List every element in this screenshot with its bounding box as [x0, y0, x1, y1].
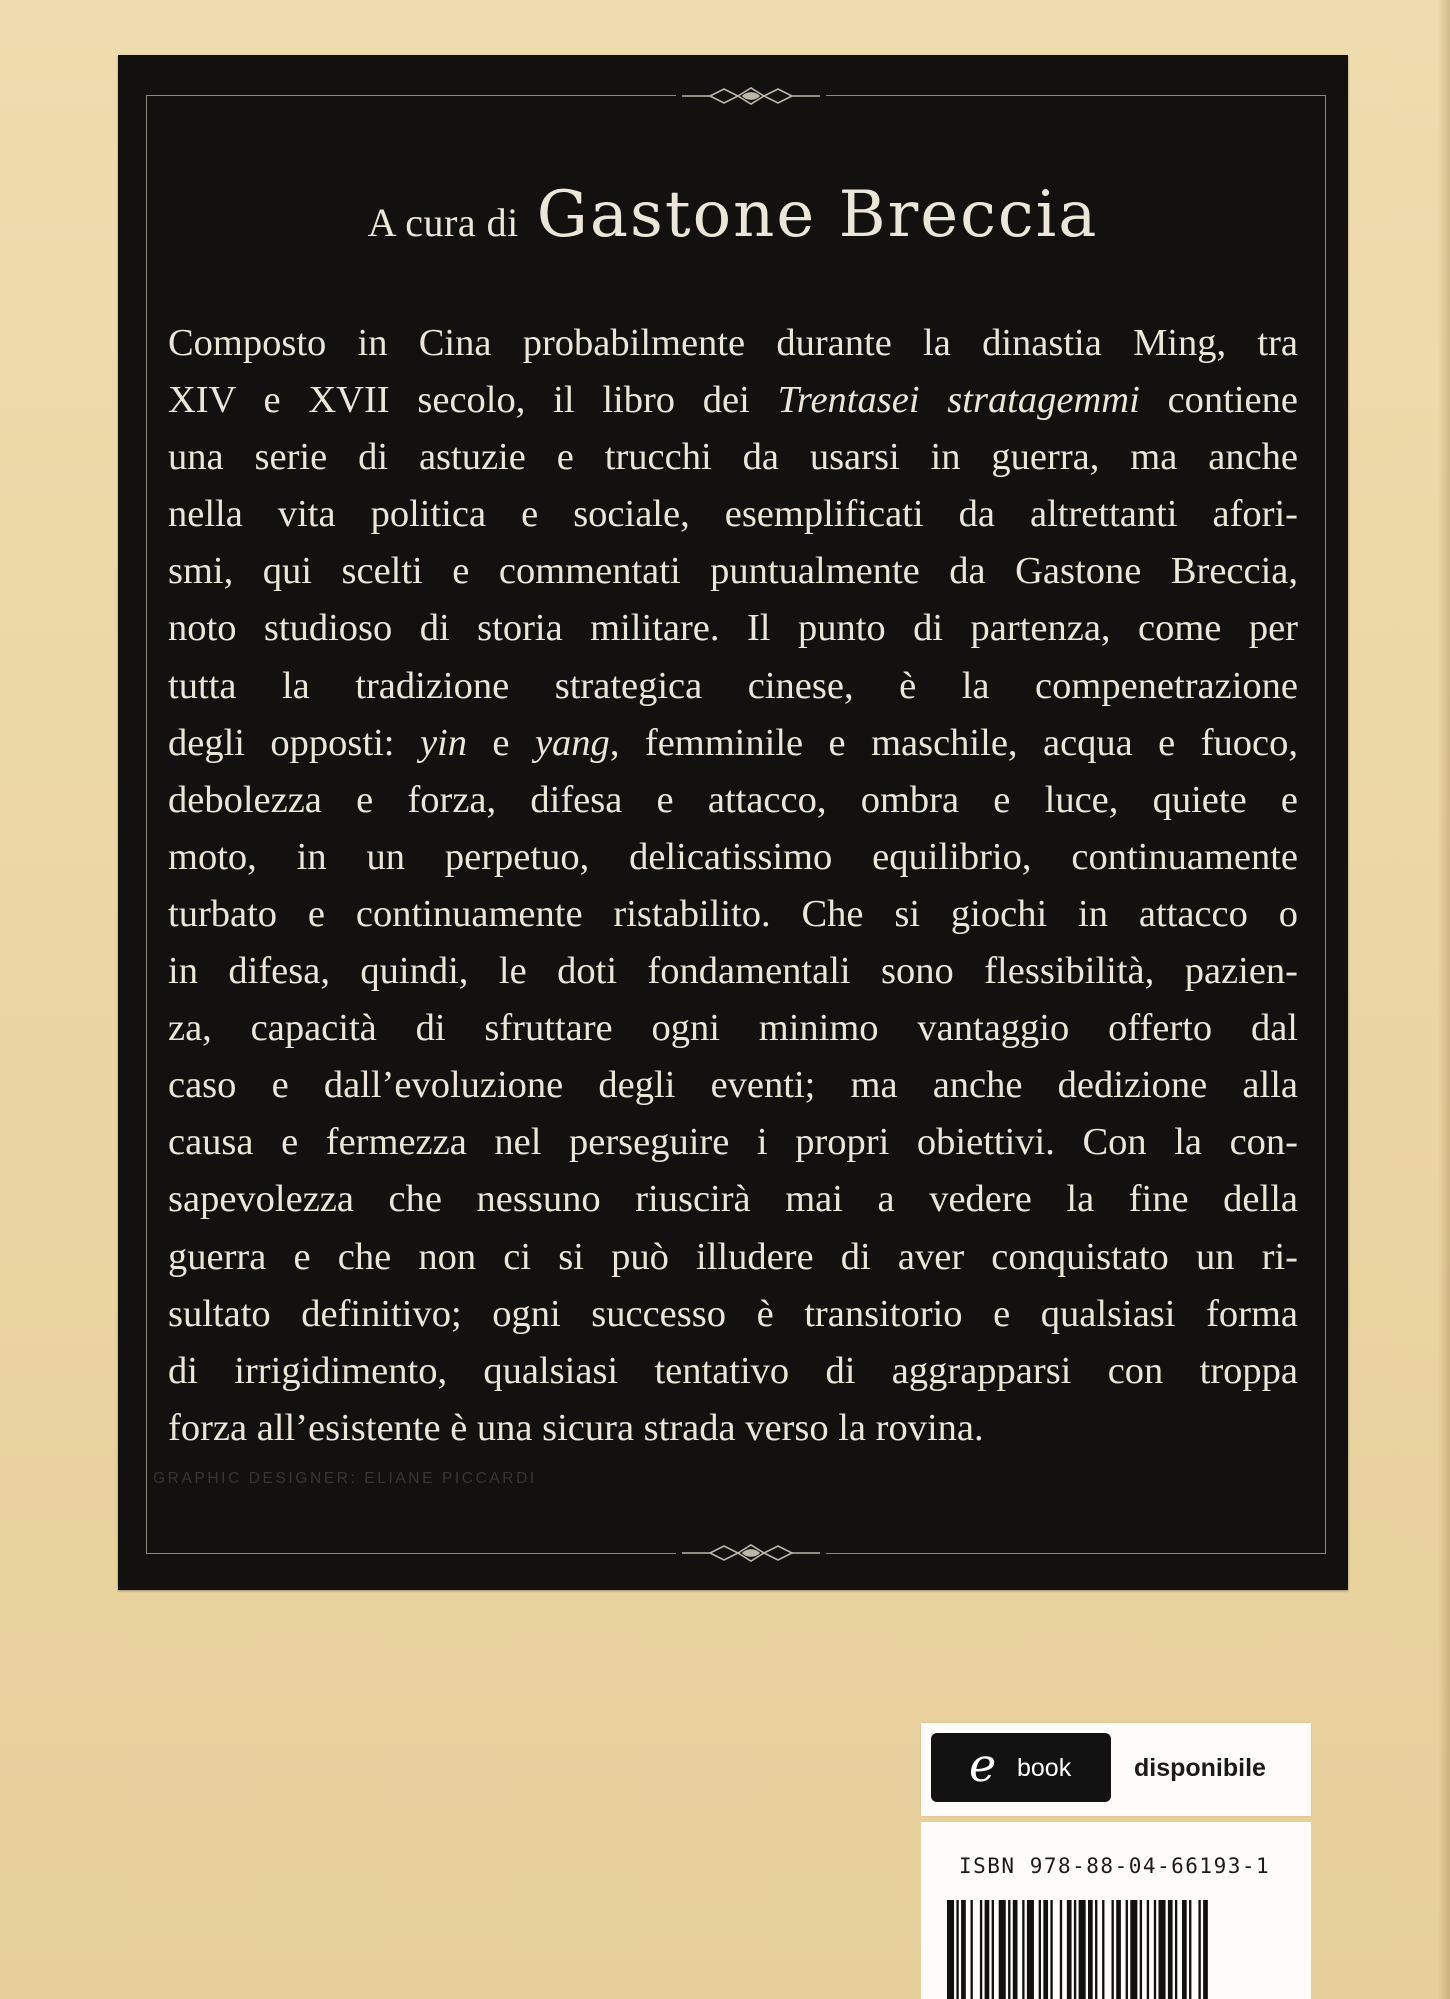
barcode-bar — [1147, 1900, 1149, 1999]
blurb-line: turbato e continuamente ristabilito. Che si giochi in attacco o — [168, 892, 1298, 935]
blurb-line: caso e dall’evoluzione degli eventi; ma anche dedizione alla — [168, 1064, 1298, 1107]
barcode-bar — [1039, 1900, 1041, 1999]
barcode-bar — [1102, 1900, 1104, 1999]
barcode-bar — [1189, 1900, 1191, 1999]
editor-credit — [118, 178, 1348, 252]
blurb-line: moto, in un perpetuo, delicatissimo equilibrio, continuamente — [168, 835, 1298, 878]
blurb-line: Composto in Cina probabilmente durante la dinastia Ming, tra — [168, 322, 1298, 364]
blurb-line: smi, qui scelti e commentati puntualmente da Gastone Breccia, — [168, 550, 1298, 593]
page-edge-shadow — [1438, 0, 1450, 1999]
barcode-bar — [956, 1900, 958, 1999]
isbn-number: ISBN 978-88-04-66193-1 — [959, 1854, 1271, 1878]
isbn-block — [921, 1822, 1311, 1999]
barcode-bar — [1112, 1900, 1114, 1999]
blurb-line: in difesa, quindi, le doti fondamentali sono flessibilità, pazien- — [168, 950, 1298, 993]
ebook-badge — [931, 1733, 1111, 1802]
ebook-available-label: disponibile — [1134, 1754, 1266, 1782]
barcode-bar — [985, 1900, 990, 1999]
barcode-bar — [1008, 1900, 1010, 1999]
barcode-bar — [992, 1900, 994, 1999]
ornament-bottom-icon — [676, 1538, 826, 1568]
blurb-line: di irrigidimento, qualsiasi tentativo di aggrapparsi con troppa — [168, 1349, 1298, 1392]
ornament-top-icon — [676, 81, 826, 111]
barcode-bar — [1175, 1900, 1177, 1999]
barcode-bar — [1043, 1900, 1048, 1999]
barcode-bar — [1140, 1900, 1142, 1999]
barcode-bar — [1079, 1900, 1086, 1999]
blurb-text — [168, 315, 1298, 1457]
blurb-panel — [118, 55, 1348, 1590]
blurb-line: una serie di astuzie e trucchi da usarsi in guerra, ma anche — [168, 436, 1298, 479]
ebook-word: book — [1017, 1754, 1072, 1782]
blurb-line: XIV e XVII secolo, il libro dei Trentasei stratagemmi contiene — [168, 379, 1298, 422]
barcode-bar — [1198, 1900, 1200, 1999]
editor-prefix: A cura di — [367, 200, 519, 245]
blurb-line: forza all’esistente è una sicura strada verso la rovina. — [168, 1406, 984, 1449]
barcode-bar — [1050, 1900, 1052, 1999]
ebook-e-icon: e — [969, 1738, 997, 1792]
blurb-line: nella vita politica e sociale, esemplificati da altrettanti afori- — [168, 493, 1298, 536]
barcode-bar — [999, 1900, 1006, 1999]
barcode-bar — [1013, 1900, 1018, 1999]
blurb-line: noto studioso di storia militare. Il punto di partenza, come per — [168, 607, 1298, 650]
barcode-bar — [1067, 1900, 1072, 1999]
barcode-bar — [1154, 1900, 1156, 1999]
barcode-bar — [1060, 1900, 1062, 1999]
barcode-bar — [1088, 1900, 1093, 1999]
blurb-line: debolezza e forza, difesa e attacco, ombra e luce, quiete e — [168, 778, 1298, 821]
barcode-bar — [1203, 1900, 1208, 1999]
barcode-bar — [1116, 1900, 1121, 1999]
barcode-bar — [1130, 1900, 1137, 1999]
graphic-designer-credit: GRAPHIC DESIGNER: ELIANE PICCARDI — [153, 1470, 537, 1487]
ebook-availability — [921, 1723, 1311, 1816]
barcode-bar — [1182, 1900, 1187, 1999]
barcode-bar — [1095, 1900, 1097, 1999]
barcode-bar — [1159, 1900, 1166, 1999]
barcode-bar — [971, 1900, 973, 1999]
barcode-bar — [1022, 1900, 1024, 1999]
barcode-bar — [947, 1900, 954, 1999]
blurb-line: tutta la tradizione strategica cinese, è la compenetrazione — [168, 664, 1298, 707]
blurb-line: sapevolezza che nessuno riuscirà mai a vedere la fine della — [168, 1178, 1298, 1221]
barcode-bar — [1168, 1900, 1173, 1999]
barcode-icon — [947, 1900, 1287, 1999]
blurb-line: sultato definitivo; ogni successo è transitorio e qualsiasi forma — [168, 1292, 1298, 1335]
barcode-bar — [1074, 1900, 1076, 1999]
barcode-bar — [980, 1900, 982, 1999]
blurb-line: degli opposti: yin e yang, femminile e maschile, acqua e fuoco, — [168, 721, 1298, 764]
blurb-line: za, capacità di sfruttare ogni minimo vantaggio offerto dal — [168, 1007, 1298, 1050]
barcode-bar — [961, 1900, 966, 1999]
barcode-bar — [1027, 1900, 1034, 1999]
editor-name: Gastone Breccia — [536, 178, 1099, 252]
blurb-line: guerra e che non ci si può illudere di aver conquistato un ri- — [168, 1235, 1298, 1278]
barcode-bar — [1126, 1900, 1128, 1999]
blurb-line: causa e fermezza nel perseguire i propri obiettivi. Con la con- — [168, 1121, 1298, 1164]
